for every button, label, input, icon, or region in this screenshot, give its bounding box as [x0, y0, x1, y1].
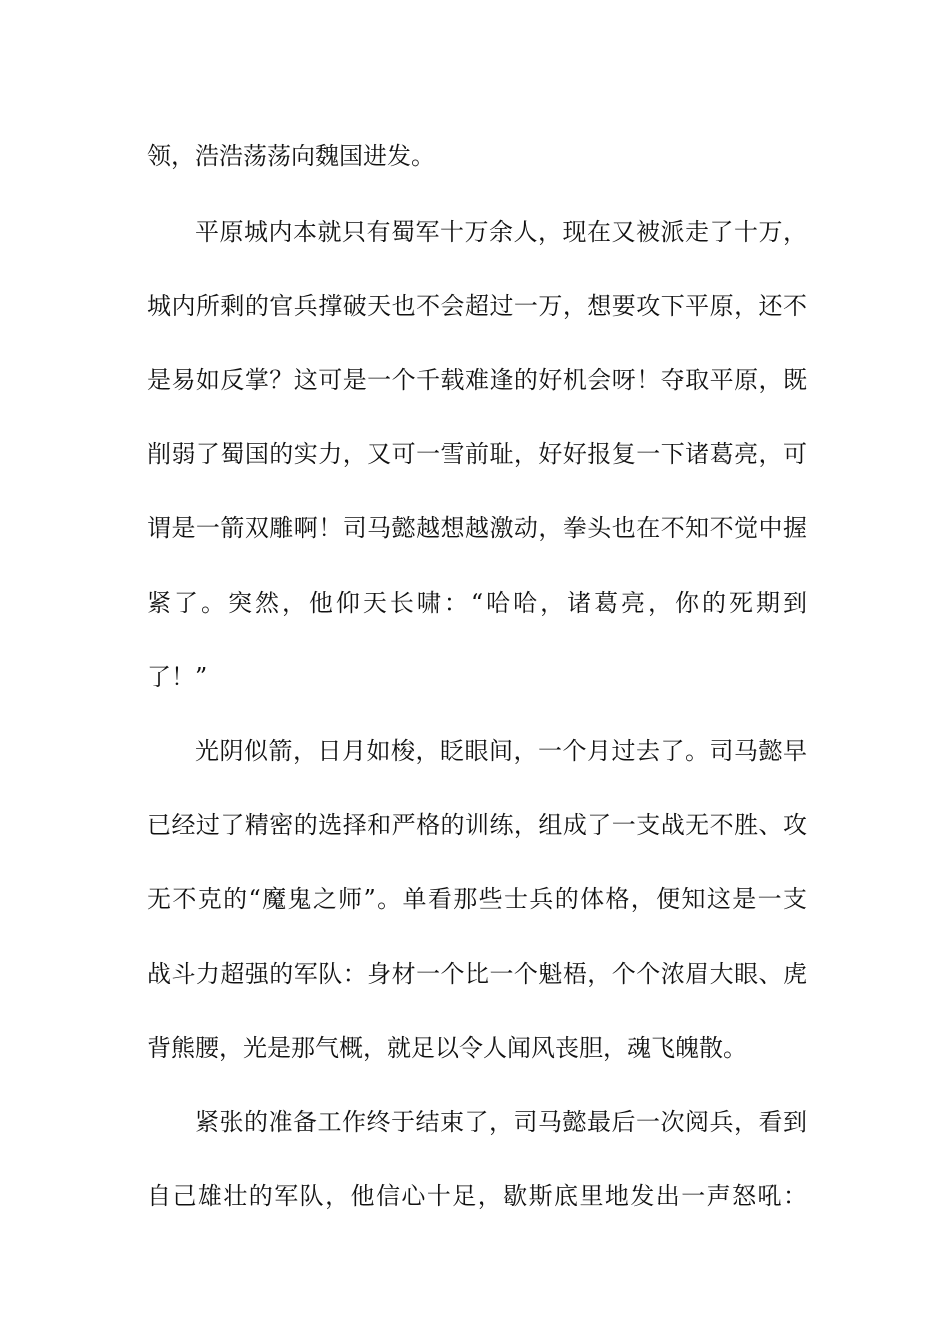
paragraph-first-line: 光阴似箭，日月如梭，眨眼间，一个月过去了。司马懿早 — [195, 737, 807, 765]
text-line: 紧了。突然，他仰天长啸：“哈哈，诸葛亮，你的死期到 — [147, 589, 807, 617]
text-line: 背熊腰，光是那气概，就足以令人闻风丧胆，魂飞魄散。 — [147, 1034, 747, 1062]
paragraph-first-line: 平原城内本就只有蜀军十万余人，现在又被派走了十万， — [195, 218, 807, 246]
text-line: 无不克的“魔鬼之师”。单看那些士兵的体格，便知这是一支 — [147, 885, 807, 913]
paragraph-first-line: 紧张的准备工作终于结束了，司马懿最后一次阅兵，看到 — [195, 1108, 807, 1136]
text-line: 谓是一箭双雕啊！司马懿越想越激动，拳头也在不知不觉中握 — [147, 514, 807, 542]
text-line: 自己雄壮的军队，他信心十足，歇斯底里地发出一声怒吼： — [147, 1182, 807, 1210]
text-line: 战斗力超强的军队：身材一个比一个魁梧，个个浓眉大眼、虎 — [147, 960, 807, 988]
text-line: 是易如反掌？这可是一个千载难逢的好机会呀！夺取平原，既 — [147, 366, 807, 394]
text-line: 削弱了蜀国的实力，又可一雪前耻，好好报复一下诸葛亮，可 — [147, 440, 807, 468]
text-line: 城内所剩的官兵撑破天也不会超过一万，想要攻下平原，还不 — [147, 292, 807, 320]
text-line: 领，浩浩荡荡向魏国进发。 — [147, 142, 435, 170]
text-line: 了！” — [147, 663, 208, 691]
text-line: 已经过了精密的选择和严格的训练，组成了一支战无不胜、攻 — [147, 811, 807, 839]
